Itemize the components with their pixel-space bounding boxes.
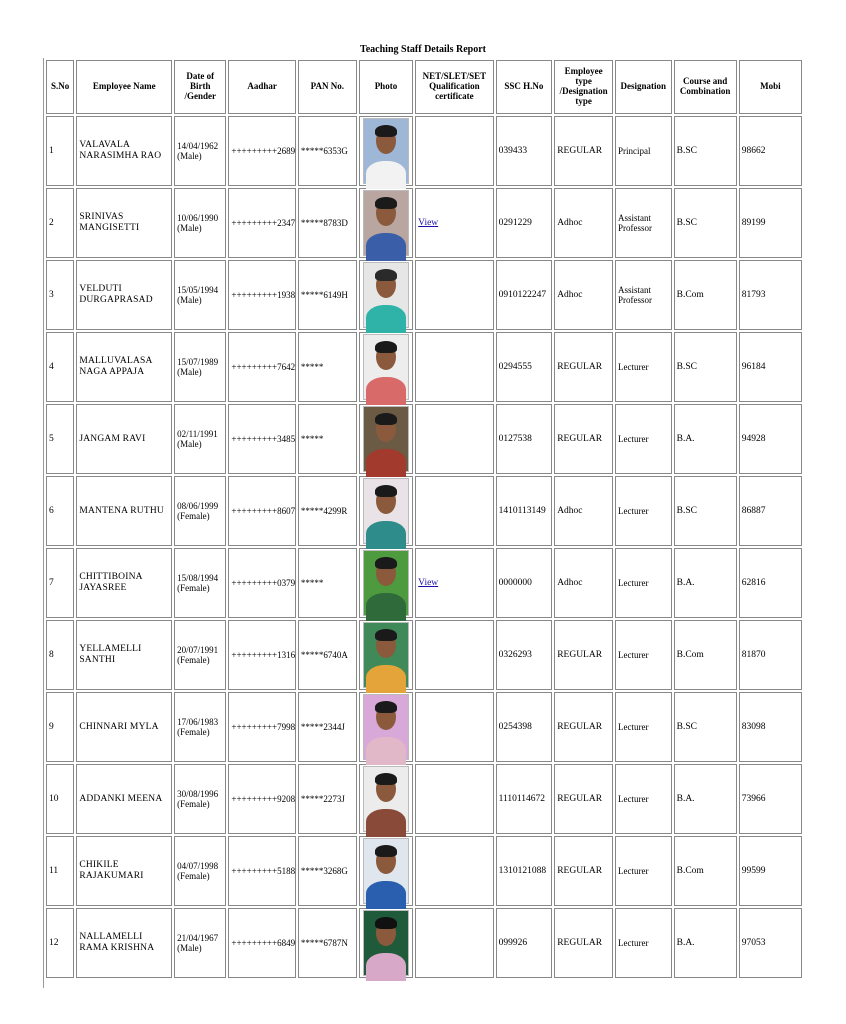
dob-gender-cell: 10/06/1990 (Male) xyxy=(174,188,226,258)
course-cell: B.SC xyxy=(674,116,737,186)
designation-cell: Lecturer xyxy=(615,908,672,978)
employee-name-cell: MALLUVALASA NAGA APPAJA xyxy=(76,332,172,402)
dob-gender-cell: 30/08/1996 (Female) xyxy=(174,764,226,834)
photo-cell xyxy=(359,116,413,186)
employee-photo xyxy=(363,262,409,328)
serial-number-cell: 7 xyxy=(46,548,74,618)
employee-type-cell: REGULAR xyxy=(554,404,613,474)
aadhar-cell: +++++++++7998 xyxy=(228,692,296,762)
dob-gender-cell: 20/07/1991 (Female) xyxy=(174,620,226,690)
designation-cell: Lecturer xyxy=(615,548,672,618)
employee-photo xyxy=(363,622,409,688)
empty-cell xyxy=(46,980,802,1012)
dob-gender-cell: 04/07/1998 (Female) xyxy=(174,836,226,906)
aadhar-cell: +++++++++8607 xyxy=(228,476,296,546)
serial-number-cell: 5 xyxy=(46,404,74,474)
dob-gender-cell: 15/08/1994 (Female) xyxy=(174,548,226,618)
photo-cell xyxy=(359,620,413,690)
aadhar-cell: +++++++++1316 xyxy=(228,620,296,690)
employee-type-cell: Adhoc xyxy=(554,476,613,546)
designation-cell: Lecturer xyxy=(615,476,672,546)
table-row xyxy=(46,188,802,258)
qualification-cell xyxy=(415,908,493,978)
aadhar-cell: +++++++++6849 xyxy=(228,908,296,978)
employee-type-cell: Adhoc xyxy=(554,548,613,618)
photo-cell xyxy=(359,908,413,978)
pan-cell: *****2344J xyxy=(298,692,357,762)
qualification-cell xyxy=(415,404,493,474)
serial-number-cell: 11 xyxy=(46,836,74,906)
mobile-cell: 96184 xyxy=(739,332,802,402)
course-cell: B.A. xyxy=(674,764,737,834)
mobile-cell: 98662 xyxy=(739,116,802,186)
photo-cell xyxy=(359,548,413,618)
mobile-cell: 99599 xyxy=(739,836,802,906)
table-row xyxy=(46,836,802,906)
table-body xyxy=(46,116,802,1012)
staff-table-container[interactable] xyxy=(43,58,781,988)
photo-cell xyxy=(359,692,413,762)
designation-cell: Assistant Professor xyxy=(615,188,672,258)
employee-photo xyxy=(363,190,409,256)
pan-cell: *****6740A xyxy=(298,620,357,690)
qualification-cell xyxy=(415,836,493,906)
course-cell: B.SC xyxy=(674,188,737,258)
employee-type-cell: REGULAR xyxy=(554,332,613,402)
table-row xyxy=(46,332,802,402)
employee-photo xyxy=(363,550,409,616)
serial-number-cell: 1 xyxy=(46,116,74,186)
mobile-cell: 89199 xyxy=(739,188,802,258)
qualification-cell xyxy=(415,332,493,402)
table-row xyxy=(46,620,802,690)
table-row xyxy=(46,116,802,186)
employee-photo xyxy=(363,406,409,472)
designation-cell: Lecturer xyxy=(615,332,672,402)
table-row xyxy=(46,764,802,834)
course-cell: B.A. xyxy=(674,908,737,978)
ssc-number-cell: 0254398 xyxy=(496,692,553,762)
table-row xyxy=(46,476,802,546)
employee-name-cell: CHINNARI MYLA xyxy=(76,692,172,762)
photo-cell xyxy=(359,188,413,258)
ssc-number-cell: 1410113149 xyxy=(496,476,553,546)
dob-gender-cell: 17/06/1983 (Female) xyxy=(174,692,226,762)
employee-type-cell: REGULAR xyxy=(554,908,613,978)
employee-type-cell: Adhoc xyxy=(554,260,613,330)
designation-cell: Lecturer xyxy=(615,620,672,690)
dob-gender-cell: 14/04/1962 (Male) xyxy=(174,116,226,186)
employee-type-cell: REGULAR xyxy=(554,620,613,690)
qualification-cell xyxy=(415,260,493,330)
col-employee-type-header: Employee type /Designation type xyxy=(554,60,613,114)
photo-cell xyxy=(359,260,413,330)
table-row xyxy=(46,692,802,762)
qualification-cell xyxy=(415,692,493,762)
employee-type-cell: REGULAR xyxy=(554,764,613,834)
employee-photo xyxy=(363,766,409,832)
col-aadhar-header: Aadhar xyxy=(228,60,296,114)
ssc-number-cell: 1110114672 xyxy=(496,764,553,834)
employee-name-cell: ADDANKI MEENA xyxy=(76,764,172,834)
employee-name-cell: VELDUTI DURGAPRASAD xyxy=(76,260,172,330)
employee-name-cell: JANGAM RAVI xyxy=(76,404,172,474)
dob-gender-cell: 15/07/1989 (Male) xyxy=(174,332,226,402)
ssc-number-cell: 099926 xyxy=(496,908,553,978)
mobile-cell: 81870 xyxy=(739,620,802,690)
mobile-cell: 83098 xyxy=(739,692,802,762)
table-row xyxy=(46,548,802,618)
pan-cell: ***** xyxy=(298,404,357,474)
view-certificate-link[interactable]: View xyxy=(418,577,439,588)
designation-cell: Lecturer xyxy=(615,836,672,906)
serial-number-cell: 2 xyxy=(46,188,74,258)
designation-cell: Lecturer xyxy=(615,404,672,474)
employee-name-cell: YELLAMELLI SANTHI xyxy=(76,620,172,690)
course-cell: B.SC xyxy=(674,332,737,402)
pan-cell: *****6149H xyxy=(298,260,357,330)
aadhar-cell: +++++++++3485 xyxy=(228,404,296,474)
ssc-number-cell: 1310121088 xyxy=(496,836,553,906)
pan-cell: *****8783D xyxy=(298,188,357,258)
dob-gender-cell: 08/06/1999 (Female) xyxy=(174,476,226,546)
serial-number-cell: 9 xyxy=(46,692,74,762)
designation-cell: Assistant Professor xyxy=(615,260,672,330)
pan-cell: ***** xyxy=(298,332,357,402)
ssc-number-cell: 0910122247 xyxy=(496,260,553,330)
col-pan-header: PAN No. xyxy=(298,60,357,114)
course-cell: B.A. xyxy=(674,548,737,618)
ssc-number-cell: 039433 xyxy=(496,116,553,186)
table-header-row xyxy=(46,60,802,114)
aadhar-cell: +++++++++5188 xyxy=(228,836,296,906)
qualification-cell xyxy=(415,764,493,834)
pan-cell: *****4299R xyxy=(298,476,357,546)
ssc-number-cell: 0127538 xyxy=(496,404,553,474)
mobile-cell: 81793 xyxy=(739,260,802,330)
col-mobile-header: Mobi xyxy=(739,60,802,114)
employee-photo xyxy=(363,478,409,544)
designation-cell: Lecturer xyxy=(615,764,672,834)
qualification-cell xyxy=(415,188,493,258)
table-row xyxy=(46,404,802,474)
col-qualification-header: NET/SLET/SET Qualification certificate xyxy=(415,60,493,114)
employee-name-cell: CHITTIBOINA JAYASREE xyxy=(76,548,172,618)
employee-photo xyxy=(363,694,409,760)
employee-type-cell: Adhoc xyxy=(554,188,613,258)
course-cell: B.Com xyxy=(674,260,737,330)
course-cell: B.Com xyxy=(674,620,737,690)
employee-name-cell: VALAVALA NARASIMHA RAO xyxy=(76,116,172,186)
photo-cell xyxy=(359,404,413,474)
employee-photo xyxy=(363,910,409,976)
course-cell: B.SC xyxy=(674,476,737,546)
pan-cell: ***** xyxy=(298,548,357,618)
photo-cell xyxy=(359,332,413,402)
col-designation-header: Designation xyxy=(615,60,672,114)
aadhar-cell: +++++++++2347 xyxy=(228,188,296,258)
serial-number-cell: 4 xyxy=(46,332,74,402)
course-cell: B.Com xyxy=(674,836,737,906)
qualification-cell xyxy=(415,548,493,618)
table-row xyxy=(46,908,802,978)
photo-cell xyxy=(359,476,413,546)
mobile-cell: 73966 xyxy=(739,764,802,834)
employee-name-cell: SRINIVAS MANGISETTI xyxy=(76,188,172,258)
pan-cell: *****6787N xyxy=(298,908,357,978)
dob-gender-cell: 02/11/1991 (Male) xyxy=(174,404,226,474)
designation-cell: Lecturer xyxy=(615,692,672,762)
col-photo-header: Photo xyxy=(359,60,413,114)
employee-photo xyxy=(363,118,409,184)
ssc-number-cell: 0326293 xyxy=(496,620,553,690)
employee-type-cell: REGULAR xyxy=(554,836,613,906)
serial-number-cell: 12 xyxy=(46,908,74,978)
employee-photo xyxy=(363,838,409,904)
col-dob-gender-header: Date of Birth /Gender xyxy=(174,60,226,114)
course-cell: B.SC xyxy=(674,692,737,762)
col-employee-name-header: Employee Name xyxy=(76,60,172,114)
dob-gender-cell: 15/05/1994 (Male) xyxy=(174,260,226,330)
mobile-cell: 86887 xyxy=(739,476,802,546)
report-title: Teaching Staff Details Report xyxy=(359,44,486,55)
employee-name-cell: MANTENA RUTHU xyxy=(76,476,172,546)
aadhar-cell: +++++++++9208 xyxy=(228,764,296,834)
employee-type-cell: REGULAR xyxy=(554,116,613,186)
aadhar-cell: +++++++++0379 xyxy=(228,548,296,618)
mobile-cell: 62816 xyxy=(739,548,802,618)
ssc-number-cell: 0000000 xyxy=(496,548,553,618)
mobile-cell: 97053 xyxy=(739,908,802,978)
empty-row xyxy=(46,980,802,1012)
employee-type-cell: REGULAR xyxy=(554,692,613,762)
photo-cell xyxy=(359,836,413,906)
aadhar-cell: +++++++++1938 xyxy=(228,260,296,330)
ssc-number-cell: 0291229 xyxy=(496,188,553,258)
pan-cell: *****3268G xyxy=(298,836,357,906)
table-row xyxy=(46,260,802,330)
ssc-number-cell: 0294555 xyxy=(496,332,553,402)
aadhar-cell: +++++++++2689 xyxy=(228,116,296,186)
mobile-cell: 94928 xyxy=(739,404,802,474)
course-cell: B.A. xyxy=(674,404,737,474)
pan-cell: *****2273J xyxy=(298,764,357,834)
photo-cell xyxy=(359,764,413,834)
qualification-cell xyxy=(415,116,493,186)
employee-photo xyxy=(363,334,409,400)
view-certificate-link[interactable]: View xyxy=(418,217,439,228)
employee-name-cell: CHIKILE RAJAKUMARI xyxy=(76,836,172,906)
qualification-cell xyxy=(415,620,493,690)
staff-table xyxy=(44,58,804,1014)
serial-number-cell: 6 xyxy=(46,476,74,546)
aadhar-cell: +++++++++7642 xyxy=(228,332,296,402)
qualification-cell xyxy=(415,476,493,546)
dob-gender-cell: 21/04/1967 (Male) xyxy=(174,908,226,978)
col-ssc-header: SSC H.No xyxy=(496,60,553,114)
pan-cell: *****6353G xyxy=(298,116,357,186)
col-course-header: Course and Combination xyxy=(674,60,737,114)
serial-number-cell: 8 xyxy=(46,620,74,690)
serial-number-cell: 3 xyxy=(46,260,74,330)
col-sno-header: S.No xyxy=(46,60,74,114)
employee-name-cell: NALLAMELLI RAMA KRISHNA xyxy=(76,908,172,978)
serial-number-cell: 10 xyxy=(46,764,74,834)
designation-cell: Principal xyxy=(615,116,672,186)
